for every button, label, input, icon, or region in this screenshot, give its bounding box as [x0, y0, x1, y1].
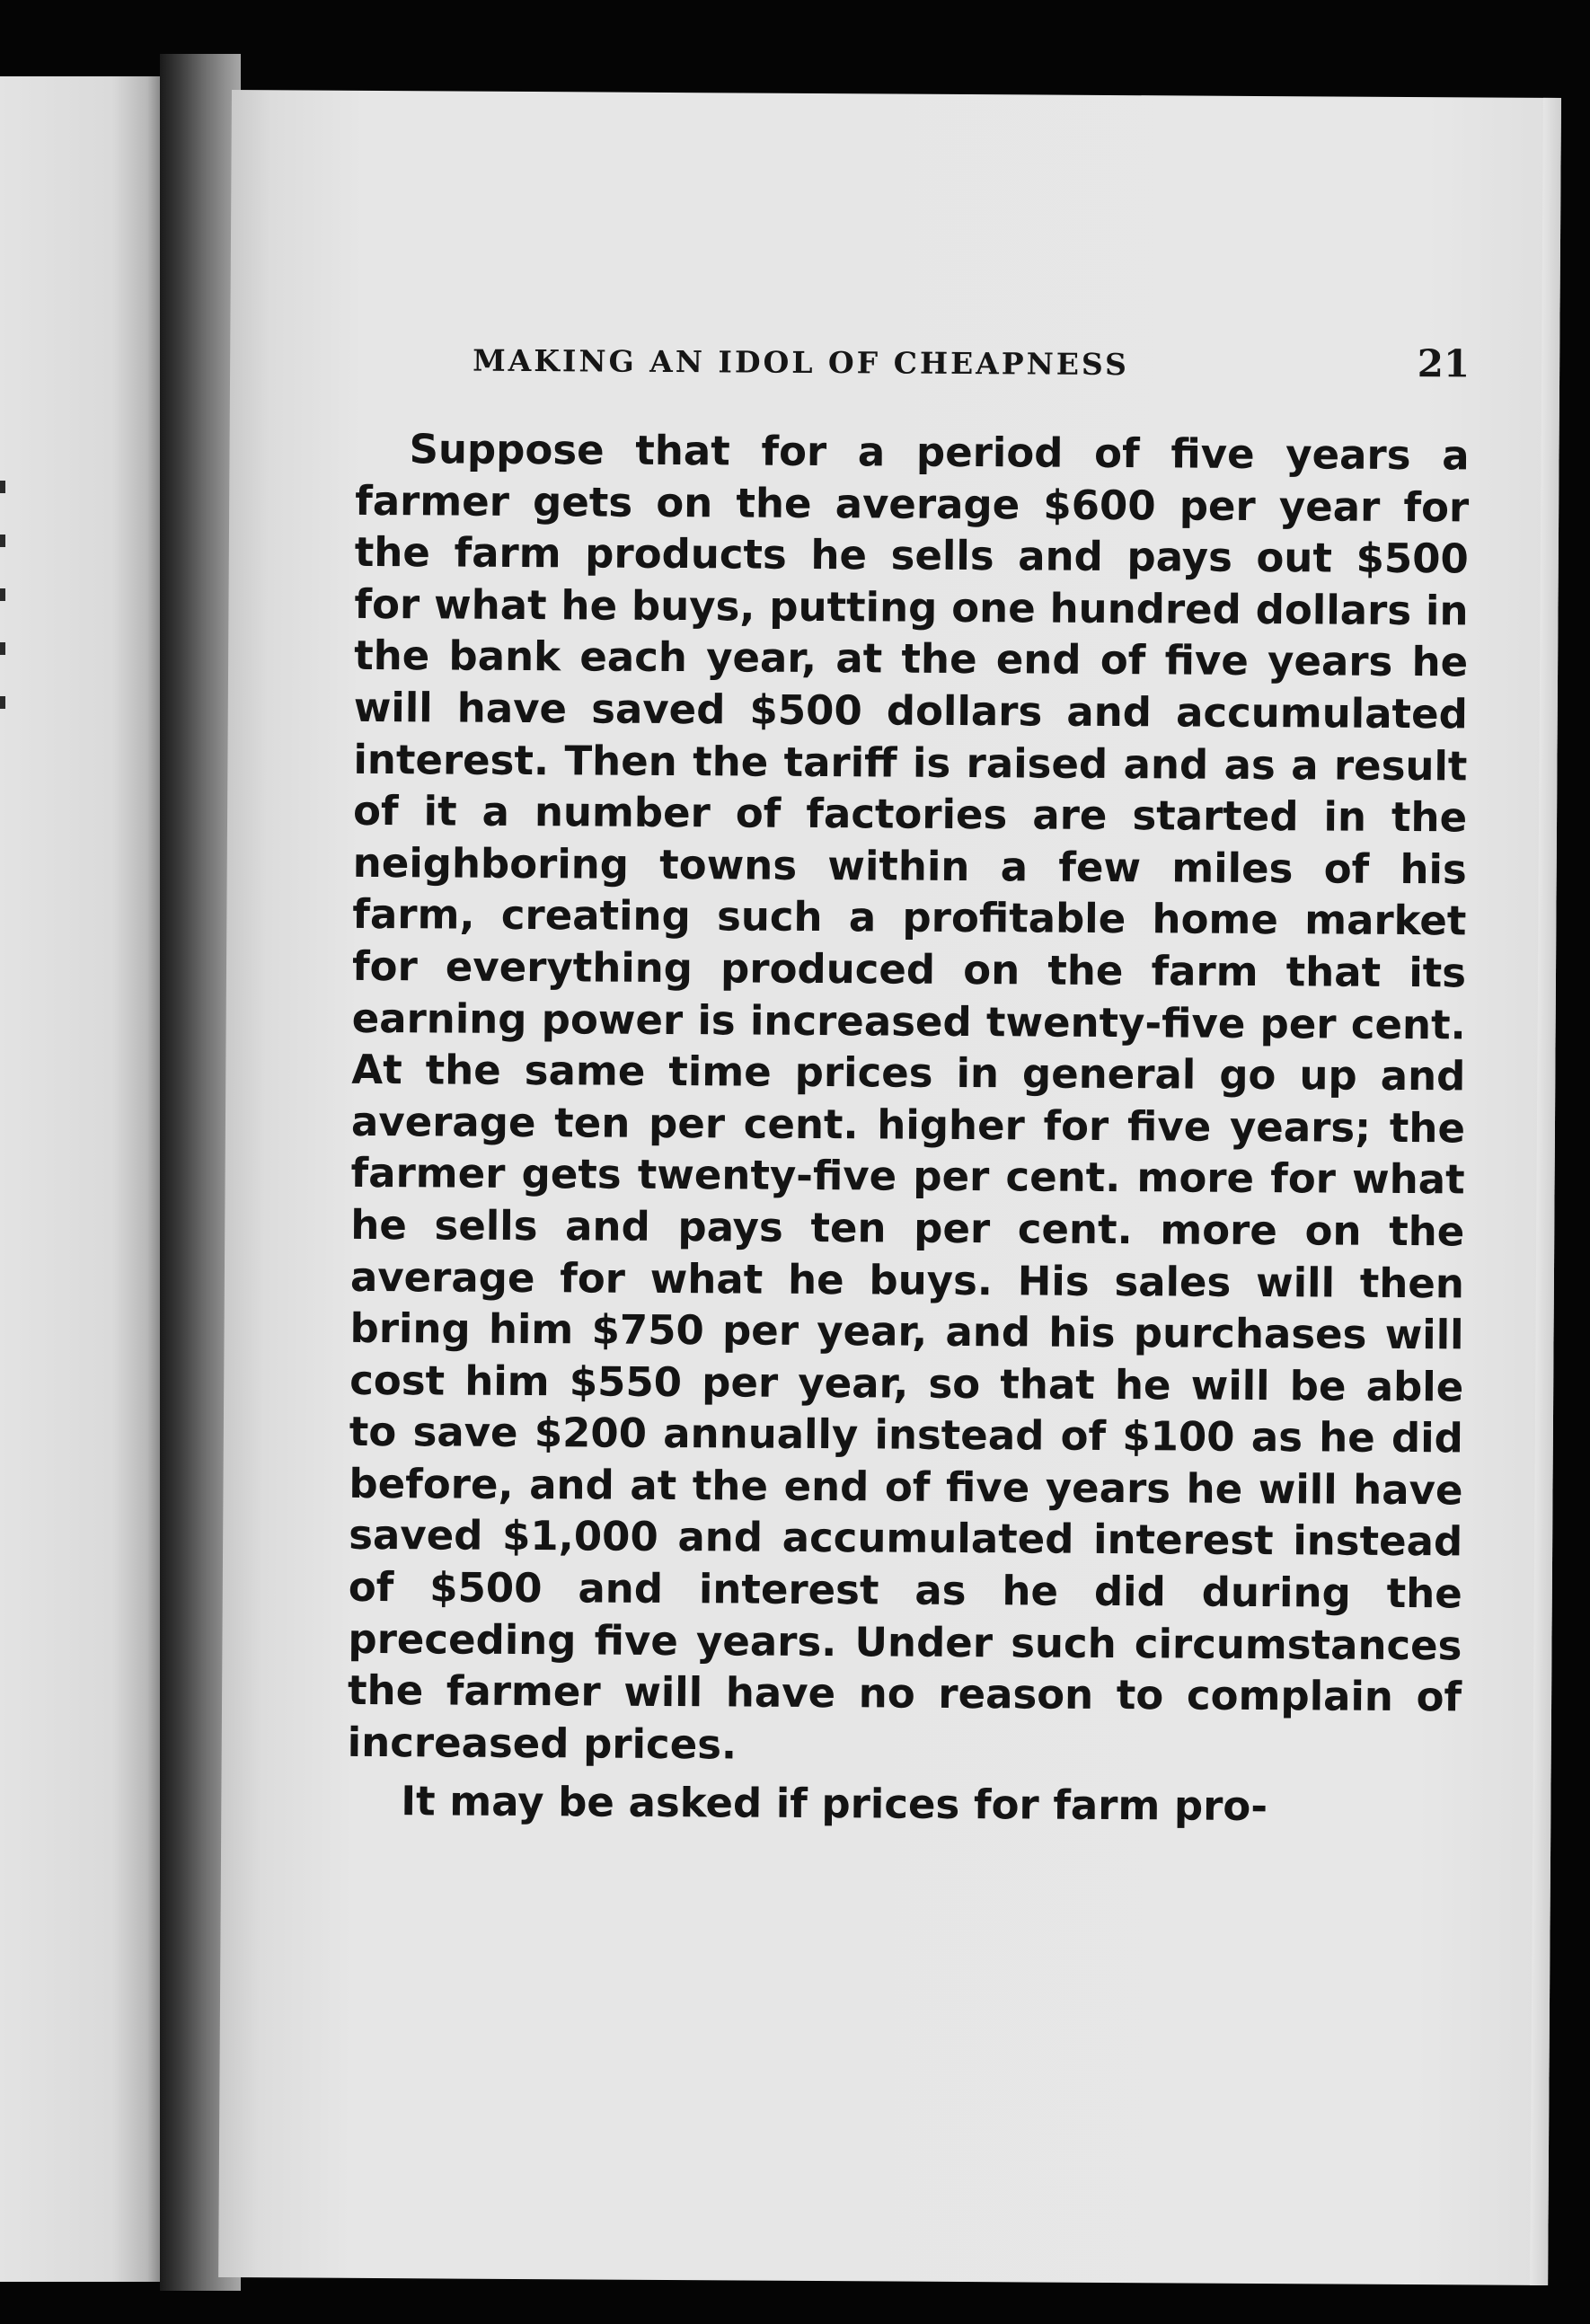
body-text — [347, 423, 1470, 1834]
paragraph: Suppose that for a period of five years a farmer gets on the average $600 per year for the farm products he sells and pays out $500 for what he buys, putting one hundred dollars in the bank each year, at the end of five years he will have saved $500 dollars and accumulated interest. Then the tariff is raised and as a result of it a number of factories are started in the neighboring towns within a few miles of his farm, creating such a profitable home market for everything produced on the farm that its earning power is increased twenty-five per cent. At the same time prices in general go up and average ten per cent. higher for five years; the farmer gets twenty-five per cent. more for what he sells and pays ten per cent. more on the average for what he buys. His sales will then bring him $750 per year, and his purchases will cost him $550 per year, so that he will be able to save $200 annually instead of $100 as he did before, and at the end of five years he will have saved $1,000 and accumulated interest instead of $500 and interest as he did during the preceding five years. Under such circumstances the farmer will have no reason to complain of increased prices. — [347, 425, 1470, 1769]
paragraph: It may be asked if prices for farm pro- — [401, 1777, 1268, 1831]
page-header — [473, 323, 1471, 411]
page-edge — [1530, 98, 1561, 2285]
running-title: MAKING AN IDOL OF CHEAPNESS — [473, 342, 1130, 383]
left-page-edge — [0, 76, 160, 2282]
page-number: 21 — [1417, 341, 1471, 386]
book-page — [218, 90, 1561, 2285]
left-page-margin-marks — [0, 481, 5, 750]
